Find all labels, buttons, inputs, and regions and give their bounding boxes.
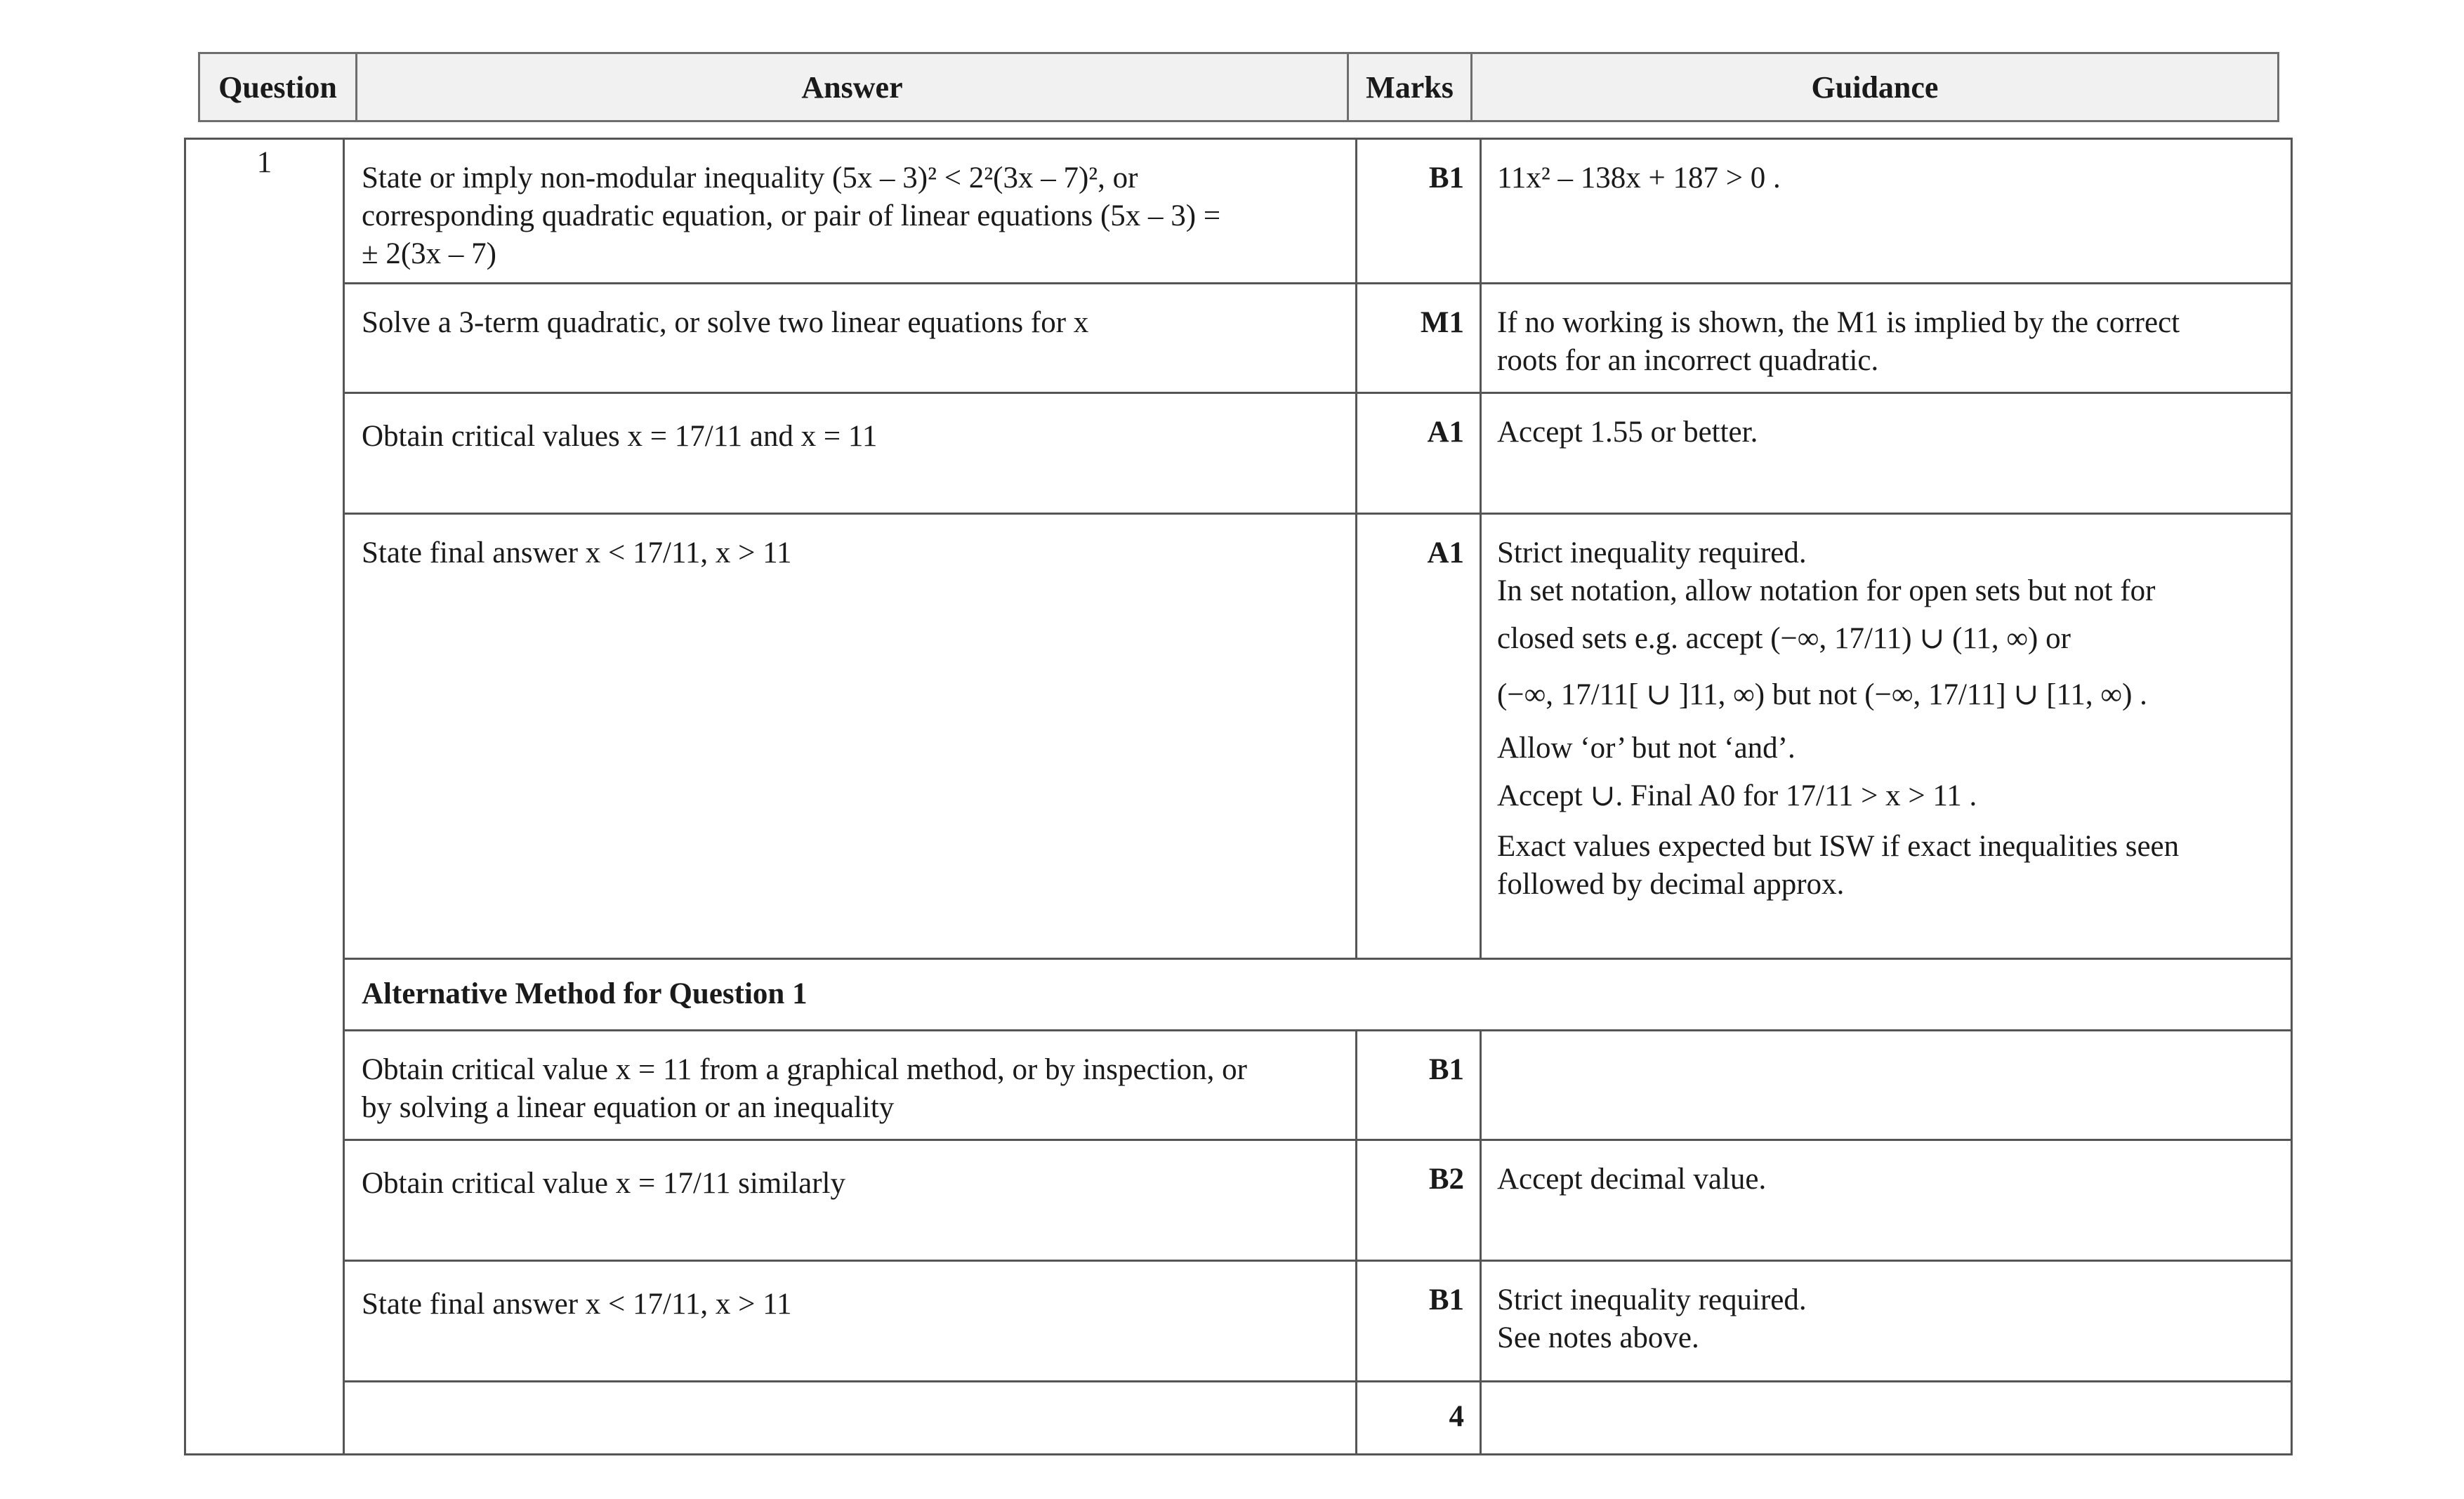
table-row <box>185 284 2292 393</box>
guidance-text: Accept decimal value. <box>1497 1163 1767 1196</box>
answer-cell <box>344 514 1357 959</box>
answer-text: by solving a linear equation or an inequality <box>362 1091 895 1124</box>
table-row <box>185 1031 2292 1140</box>
section-title: Alternative Method for Question 1 <box>344 959 2292 1031</box>
answer-text: State or imply non-modular inequality (5x – 3)² < 2²(3x – 7)², or <box>362 161 1138 194</box>
table-row <box>185 1140 2292 1261</box>
answer-text: ± 2(3x – 7) <box>362 237 496 270</box>
table-header <box>198 52 2279 122</box>
answer-text: Solve a 3-term quadratic, or solve two linear equations for x <box>362 306 1089 339</box>
header-guidance: Guidance <box>1811 70 1939 105</box>
guidance-cell <box>1481 1031 2292 1140</box>
guidance-text: Accept 1.55 or better. <box>1497 416 1758 449</box>
question-number: 1 <box>185 139 344 1455</box>
answer-text: Obtain critical values x = 17/11 and x = 11 <box>362 420 878 453</box>
mark-cell: B1 <box>1357 1261 1481 1382</box>
mark-cell: A1 <box>1357 514 1481 959</box>
table-row <box>185 514 2292 959</box>
guidance-cell <box>1481 514 2292 959</box>
answer-cell <box>344 393 1357 514</box>
answer-text: State final answer x < 17/11, x > 11 <box>362 1288 792 1321</box>
mark-cell: B1 <box>1357 1031 1481 1140</box>
answer-cell <box>344 284 1357 393</box>
answer-cell <box>344 1140 1357 1261</box>
table-row <box>185 1261 2292 1382</box>
guidance-text: closed sets e.g. accept (−∞, 17/11) ∪ (11, ∞) or <box>1497 622 2071 655</box>
table-row <box>185 959 2292 1031</box>
mark-cell: M1 <box>1357 284 1481 393</box>
mark-scheme-table <box>184 138 2293 1455</box>
guidance-cell <box>1481 1261 2292 1382</box>
guidance-text: In set notation, allow notation for open sets but not for <box>1497 574 2156 607</box>
guidance-text: Exact values expected but ISW if exact inequalities seen <box>1497 830 2180 863</box>
answer-text: State final answer x < 17/11, x > 11 <box>362 536 792 569</box>
table-row <box>185 393 2292 514</box>
mark-cell: A1 <box>1357 393 1481 514</box>
answer-cell <box>344 1382 1357 1455</box>
table-row <box>185 1382 2292 1455</box>
answer-text: corresponding quadratic equation, or pair of linear equations (5x – 3) = <box>362 199 1221 232</box>
guidance-cell <box>1481 393 2292 514</box>
guidance-cell <box>1481 284 2292 393</box>
answer-text: Obtain critical value x = 11 from a graphical method, or by inspection, or <box>362 1053 1247 1086</box>
guidance-text: 11x² – 138x + 187 > 0 . <box>1497 161 1781 194</box>
guidance-text: Strict inequality required. <box>1497 1283 1807 1316</box>
header-answer: Answer <box>357 54 1349 120</box>
mark-cell: B2 <box>1357 1140 1481 1261</box>
table-row <box>185 139 2292 284</box>
guidance-cell <box>1481 1140 2292 1261</box>
answer-cell <box>344 1031 1357 1140</box>
answer-cell <box>344 1261 1357 1382</box>
answer-text: Obtain critical value x = 17/11 similarly <box>362 1167 845 1200</box>
guidance-cell <box>1481 1382 2292 1455</box>
guidance-text: If no working is shown, the M1 is implied by the correct <box>1497 306 2180 339</box>
header-question: Question <box>200 54 357 120</box>
guidance-text: Accept ∪. Final A0 for 17/11 > x > 11 . <box>1497 779 1977 812</box>
guidance-text: roots for an incorrect quadratic. <box>1497 344 1879 377</box>
guidance-cell <box>1481 139 2292 284</box>
guidance-text: followed by decimal approx. <box>1497 868 1845 901</box>
guidance-text: Strict inequality required. <box>1497 536 1807 569</box>
guidance-text: (−∞, 17/11[ ∪ ]11, ∞) but not (−∞, 17/11] ∪ [11, ∞) . <box>1497 678 2147 711</box>
total-marks: 4 <box>1357 1382 1481 1455</box>
mark-cell: B1 <box>1357 139 1481 284</box>
answer-cell <box>344 139 1357 284</box>
guidance-text: See notes above. <box>1497 1321 1699 1354</box>
guidance-text: Allow ‘or’ but not ‘and’. <box>1497 732 1796 765</box>
header-marks: Marks <box>1349 54 1473 120</box>
